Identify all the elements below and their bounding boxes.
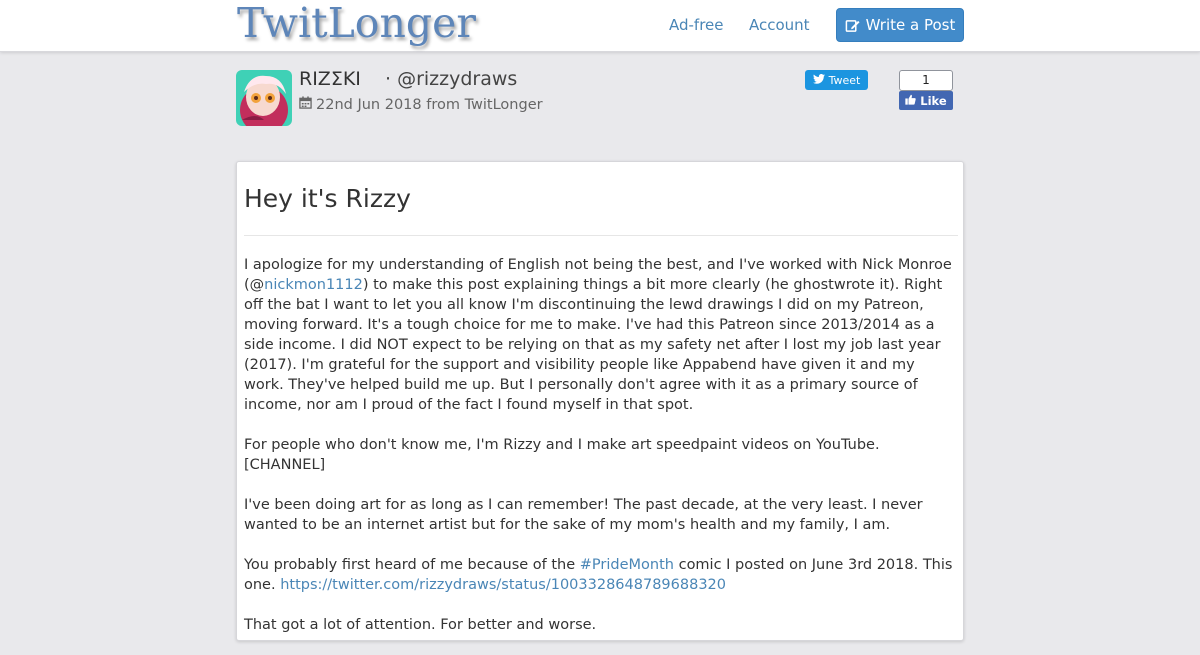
- tweet-button[interactable]: [805, 70, 868, 90]
- post-paragraph-3: I've been doing art for as long as I can remember! The past decade, at the very least. I never wanted to be an internet artist but for the sake of my mom's health and my family, I am.: [244, 497, 923, 533]
- top-navbar: [0, 0, 1200, 52]
- write-post-label: Write a Post: [865, 16, 956, 34]
- post-card: [236, 161, 964, 641]
- post-date-row: [299, 96, 543, 113]
- author-avatar[interactable]: [236, 70, 292, 126]
- tweet-label: Tweet: [828, 73, 861, 87]
- like-count: 1: [899, 70, 953, 91]
- calendar-icon: [299, 96, 312, 113]
- like-button[interactable]: [899, 91, 953, 110]
- edit-icon: [845, 18, 860, 33]
- tweet-url-link[interactable]: https://twitter.com/rizzydraws/status/1003328648789688320: [280, 577, 727, 593]
- nav-account-link[interactable]: Account: [749, 16, 810, 34]
- mention-link[interactable]: nickmon1112: [264, 277, 363, 293]
- twitter-bird-icon: [813, 74, 825, 87]
- post-title: Hey it's Rizzy: [244, 184, 411, 213]
- title-divider: [244, 235, 958, 236]
- like-label: Like: [920, 93, 947, 108]
- write-post-button[interactable]: [836, 8, 964, 42]
- nav-ad-free-link[interactable]: Ad-free: [669, 16, 724, 34]
- thumbs-up-icon: [905, 94, 916, 108]
- post-paragraph-1: I apologize for my understanding of English not being the best, and I've worked with Nick Monroe (@nickmon1112) to make this post explaining things a bit more clearly (he ghostwrote it). Right off the bat I want to let you all know I'm discontinuing the lewd drawings I did on my Patreon, moving forward. It's a tough choice for me to make. I've had this Patreon since 2013/2014 as a side income. I did NOT expect to be relying on that as my safety net after I lost my job last year (2017). I'm grateful for the support and visibility people like Appabend have given it and my work. They've helped build me up. But I personally don't agree with it as a primary source of income, nor am I proud of the fact I found myself in that spot.: [244, 257, 952, 413]
- author-display-name[interactable]: RIZΣKI: [299, 68, 361, 90]
- post-body: [244, 255, 958, 655]
- facebook-like-widget: [899, 70, 953, 110]
- author-handle[interactable]: · @rizzydraws: [385, 68, 518, 90]
- post-paragraph-2: For people who don't know me, I'm Rizzy and I make art speedpaint videos on YouTube. [CHANNEL]: [244, 437, 880, 473]
- twitlonger-logo[interactable]: TwitLonger: [237, 0, 476, 47]
- post-date: 22nd Jun 2018 from TwitLonger: [316, 96, 543, 113]
- post-paragraph-4: You probably first heard of me because of the #PrideMonth comic I posted on June 3rd 2018. This one. https://twitter.com/rizzydraws/status/1003328648789688320: [244, 557, 953, 593]
- post-paragraph-5: That got a lot of attention. For better and worse.: [244, 617, 597, 633]
- hashtag-link[interactable]: #PrideMonth: [579, 557, 674, 573]
